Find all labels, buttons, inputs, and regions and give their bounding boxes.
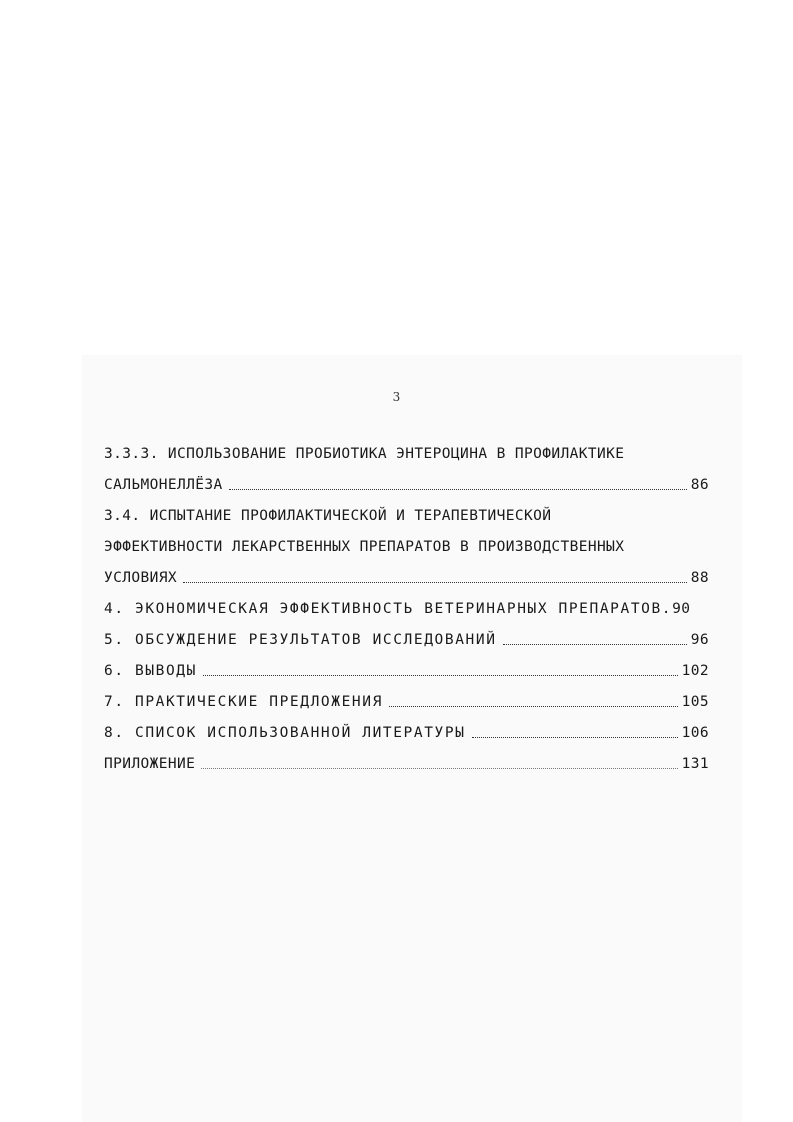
toc-line-3-3-3-end — [104, 463, 709, 494]
toc-entry-text: 3.4. ИСПЫТАНИЕ ПРОФИЛАКТИЧЕСКОЙ И ТЕРАПЕВТИЧЕСКОЙ — [104, 508, 552, 524]
toc-entry-text: 8. СПИСОК ИСПОЛЬЗОВАННОЙ ЛИТЕРАТУРЫ — [104, 725, 466, 741]
toc-entry-page: 96 — [690, 632, 709, 648]
toc-entry-page: 88 — [690, 570, 709, 586]
toc-line-7 — [104, 680, 709, 711]
dot-leader — [183, 582, 687, 583]
toc-entry-text: 3.3.3. ИСПОЛЬЗОВАНИЕ ПРОБИОТИКА ЭНТЕРОЦИНА В ПРОФИЛАКТИКЕ — [104, 446, 625, 462]
dot-leader — [201, 768, 677, 769]
dot-leader — [503, 644, 687, 645]
toc-entry-text: 7. ПРАКТИЧЕСКИЕ ПРЕДЛОЖЕНИЯ — [104, 694, 383, 710]
toc-entry-text: 4. ЭКОНОМИЧЕСКАЯ ЭФФЕКТИВНОСТЬ ВЕТЕРИНАРНЫХ ПРЕПАРАТОВ. — [104, 601, 673, 617]
page-number: 3 — [392, 390, 401, 404]
toc-line-appendix — [104, 742, 709, 773]
dot-leader — [203, 675, 678, 676]
toc-line-6 — [104, 649, 709, 680]
toc-entry-text: УСЛОВИЯХ — [104, 570, 178, 586]
toc-line-4 — [104, 587, 709, 618]
toc-line-3-3-3-title — [104, 432, 709, 463]
dot-leader — [389, 706, 678, 707]
dot-leader — [229, 489, 687, 490]
dot-leader — [472, 737, 678, 738]
toc-entry-page: 106 — [681, 725, 709, 741]
toc-entry-page: 90 — [672, 601, 691, 617]
table-of-contents — [104, 432, 709, 773]
toc-entry-page: 86 — [690, 477, 709, 493]
toc-entry-text: 5. ОБСУЖДЕНИЕ РЕЗУЛЬТАТОВ ИССЛЕДОВАНИЙ — [104, 632, 497, 648]
toc-entry-text: ЭФФЕКТИВНОСТИ ЛЕКАРСТВЕННЫХ ПРЕПАРАТОВ В ПРОИЗВОДСТВЕННЫХ — [104, 539, 625, 555]
toc-line-3-4-cont — [104, 525, 709, 556]
toc-entry-page: 131 — [681, 756, 709, 772]
toc-entry-page: 105 — [681, 694, 709, 710]
toc-line-5 — [104, 618, 709, 649]
toc-entry-text: 6. ВЫВОДЫ — [104, 663, 197, 679]
toc-entry-text: САЛЬМОНЕЛЛЁЗА — [104, 477, 223, 493]
toc-line-8 — [104, 711, 709, 742]
toc-line-3-4-title — [104, 494, 709, 525]
toc-entry-page: 102 — [681, 663, 709, 679]
toc-entry-text: ПРИЛОЖЕНИЕ — [104, 756, 196, 772]
toc-line-3-4-end — [104, 556, 709, 587]
